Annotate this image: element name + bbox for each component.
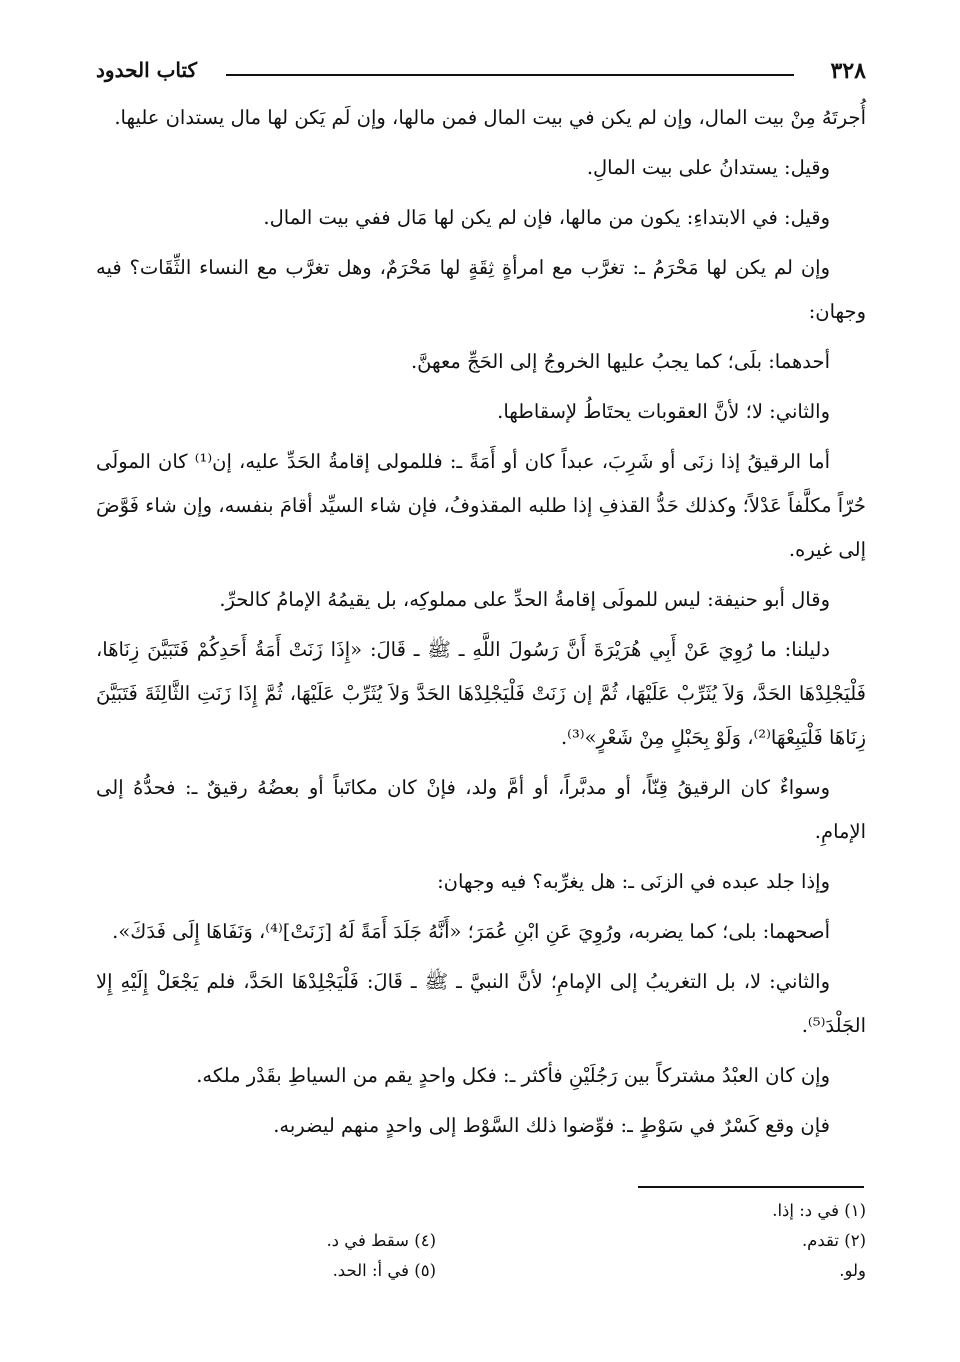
paragraph: أصحهما: بلى؛ كما يضربه، ورُوِيَ عَنِ ابْنِ عُمَرَ؛ «أَنَّهُ جَلَدَ أَمَةً لَهُ [زَنَتْ]⁽⁴⁾، وَنَفَاهَا إِلَى فَدَكَ». xyxy=(112,920,830,943)
paragraph: فإن وقع كَسْرٌ في سَوْطٍ ـ: فوِّضوا ذلك السَّوْط إلى واحدٍ منهم ليضربه. xyxy=(273,1114,830,1137)
footnotes-left-column xyxy=(136,1196,436,1286)
page-number: ٣٢٨ xyxy=(830,58,866,84)
main-text xyxy=(96,96,866,1154)
paragraph: أما الرقيقُ إذا زنَى أو شَرِبَ، عبداً كان أو أَمَةً ـ: فللمولى إقامةُ الحَدِّ عليه، إن⁽¹⁾ كان المولَى حُرّاً مكلَّفاً عَدْلاً؛ وكذلك حَدُّ القذفِ إذا طلبه المقذوفُ، فإن شاء السيِّد أقامَ بنفسه، وإن شاء فَوَّضَ إلى غيره. xyxy=(96,450,866,561)
footnotes-right-column xyxy=(566,1196,866,1286)
paragraph: وإن لم يكن لها مَحْرَمُ ـ: تغرَّب مع امرأةٍ ثِقَةٍ لها مَحْرَمٌ، وهل تغرَّب مع النساء الثِّقَات؟ فيه وجهان: xyxy=(96,256,866,323)
footnote: (٤) سقط في د. xyxy=(326,1231,436,1250)
paragraph: دليلنا: ما رُوِيَ عَنْ أَبِي هُرَيْرَةَ أَنَّ رَسُولَ اللَّهِ ـ ﷺ ـ قَالَ: «إِذَا زَنَتْ أَمَةُ أَحَدِكُمْ فَتَبَيَّنَ زِنَاهَا، فَلْيَجْلِدْهَا الحَدَّ، وَلاَ يُثَرِّبْ عَلَيْهَا، ثُمَّ إن زَنَتْ فَلْيَجْلِدْهَا الحَدَّ وَلاَ يُثَرِّبْ عَلَيْهَا، ثُمَّ إِذَا زَنَتِ الثَّالِثَةَ فَتَبَيَّنَ زِنَاهَا فَلْيَبِعْهَا⁽²⁾، وَلَوْ بِحَبْلٍ مِنْ شَعْرٍ»⁽³⁾. xyxy=(96,638,866,749)
footnote: ولو. xyxy=(839,1261,866,1280)
header-rule xyxy=(226,74,794,76)
paragraph: أُجرتَهُ مِنْ بيت المال، وإن لم يكن في بيت المال فمن مالها، وإن لَم يَكن لها مال يستدان عليها. xyxy=(114,106,866,129)
paragraph: وسواءٌ كان الرقيقُ قِنّاً، أو مدبَّراً، أو أمَّ ولد، فإنْ كان مكاتَباً أو بعضُهُ رقيقٌ ـ: فحدُّهُ إلى الإمامِ. xyxy=(96,776,866,843)
footnote: (٢) تقدم. xyxy=(801,1231,866,1250)
paragraph: وقيل: يستدانُ على بيت المالِ. xyxy=(586,156,830,179)
paragraph: وقال أبو حنيفة: ليس للمولَى إقامةُ الحدِّ على مملوكِه، بل يقيمُهُ الإمامُ كالحرِّ. xyxy=(219,588,830,611)
footnote: (١) في د: إذا. xyxy=(772,1201,866,1220)
page-header xyxy=(96,58,866,90)
paragraph: والثاني: لا؛ لأنَّ العقوبات يحتَاطُ لإسقاطها. xyxy=(497,400,830,423)
running-title: كتاب الحدود xyxy=(96,58,198,82)
paragraph: وإذا جلد عبده في الزنَى ـ: هل يغرِّبه؟ فيه وجهان: xyxy=(437,870,830,893)
paragraph: أحدهما: بلَى؛ كما يجبُ عليها الخروجُ إلى الحَجِّ معهنَّ. xyxy=(410,350,830,373)
footnote: (٥) في أ: الحد. xyxy=(332,1261,436,1280)
paragraph: والثاني: لا، بل التغريبُ إلى الإمامِ؛ لأنَّ النبيَّ ـ ﷺ ـ قَالَ: فَلْيَجْلِدْهَا الحَدَّ، فلم يَجْعَلْ إِلَيْهِ إِلا الجَلْدَ⁽⁵⁾. xyxy=(96,970,866,1037)
footnote-rule xyxy=(638,1186,864,1188)
paragraph: وإن كان العبْدُ مشتركاً بين رَجُلَيْنِ فأكثر ـ: فكل واحدٍ يقم من السياطِ بقَدْر ملكه. xyxy=(196,1064,830,1087)
paragraph: وقيل: في الابتداءِ: يكون من مالها، فإن لم يكن لها مَال ففي بيت المال. xyxy=(263,206,830,229)
